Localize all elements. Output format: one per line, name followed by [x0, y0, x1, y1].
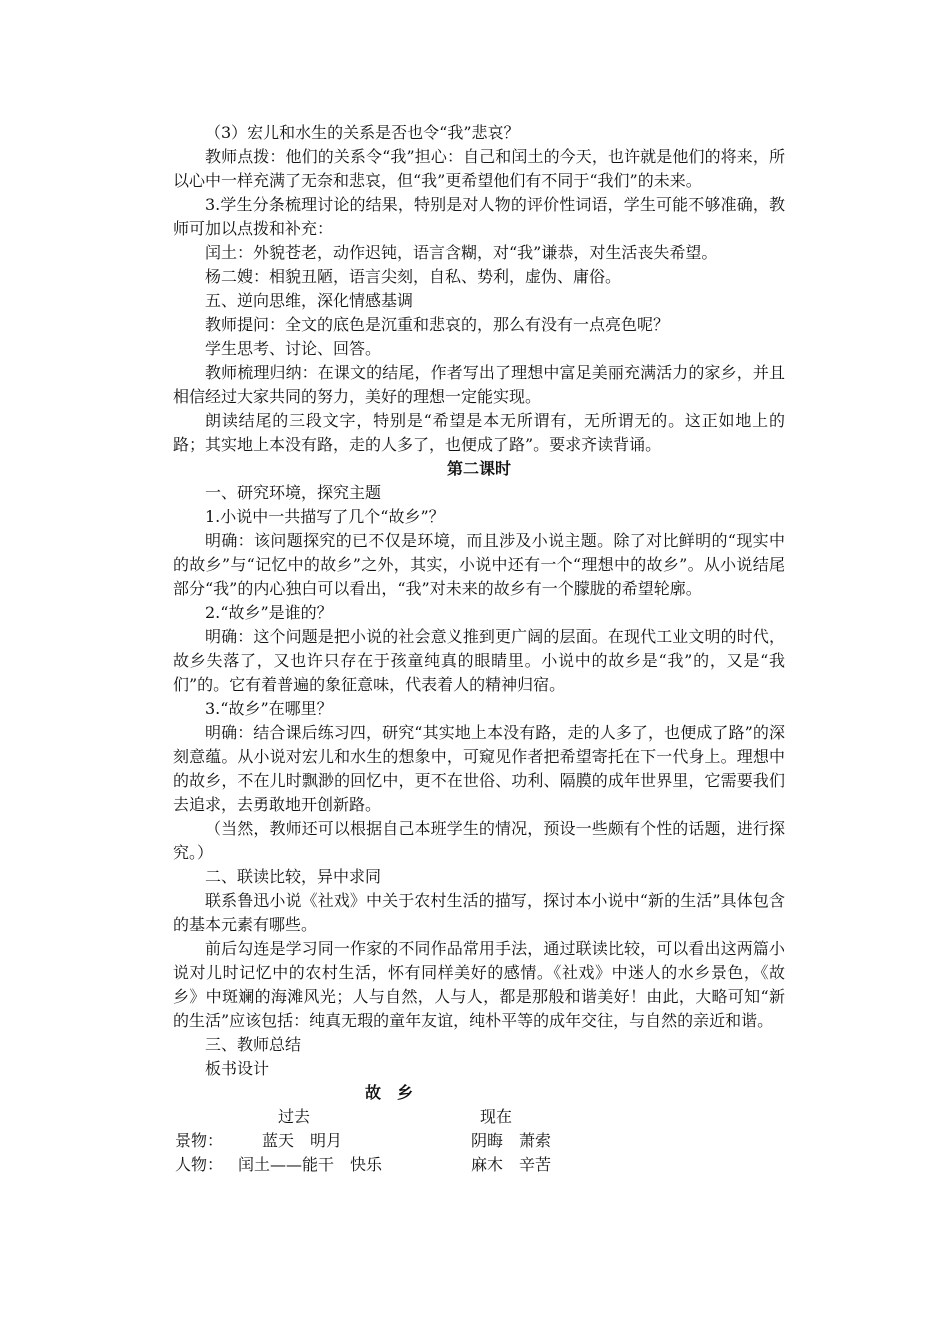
paragraph: 3.“故乡”在哪里？	[205, 699, 333, 718]
paragraph-list	[173, 121, 785, 1081]
paragraph: （3）宏儿和水生的关系是否也令“我”悲哀？	[205, 123, 520, 142]
paragraph: 板书设计	[205, 1059, 270, 1078]
paragraph: 联系鲁迅小说《社戏》中关于农村生活的描写，探讨本小说中“新的生活”具体包含的基本元素有哪些。	[173, 891, 785, 934]
board-row-scene-now: 阴晦 萧索	[471, 1131, 552, 1150]
paragraph: 学生思考、讨论、回答。	[205, 339, 382, 358]
board-row-people-past: 闰土——能干 快乐	[238, 1155, 383, 1174]
paragraph: 二、联读比较，异中求同	[205, 867, 382, 886]
paragraph: 明确：该问题探究的已不仅是环境，而且涉及小说主题。除了对比鲜明的“现实中的故乡”与“记忆中的故乡”之外，其实，小说中还有一个“理想中的故乡”。从小说结尾部分“我”的内心独白可以看出，“我”对未来的故乡有一个朦胧的希望轮廓。	[173, 531, 785, 598]
board-header-past: 过去	[278, 1107, 311, 1126]
paragraph: 五、逆向思维，深化情感基调	[205, 291, 414, 310]
paragraph: 教师梳理归纳：在课文的结尾，作者写出了理想中富足美丽充满活力的家乡，并且相信经过大家共同的努力，美好的理想一定能实现。	[173, 363, 785, 406]
section-heading: 第二课时	[446, 459, 511, 478]
board-row-people-label: 人物：	[175, 1155, 224, 1174]
paragraph: 1.小说中一共描写了几个“故乡”？	[205, 507, 445, 526]
board-row-people-now: 麻木 辛苦	[471, 1155, 552, 1174]
board-header-now: 现在	[480, 1107, 513, 1126]
board-design	[173, 1105, 785, 1201]
paragraph: 明确：这个问题是把小说的社会意义推到更广阔的层面。在现代工业文明的时代，故乡失落了，又也许只存在于孩童纯真的眼睛里。小说中的故乡是“我”的，又是“我们”的。它有着普遍的象征意味，代表着人的精神归宿。	[173, 627, 785, 694]
paragraph: 三、教师总结	[205, 1035, 302, 1054]
board-row-scene-past: 蓝天 明月	[262, 1131, 343, 1150]
paragraph: 2.“故乡”是谁的？	[205, 603, 333, 622]
paragraph: 闰土：外貌苍老，动作迟钝，语言含糊，对“我”谦恭，对生活丧失希望。	[205, 243, 718, 262]
paragraph: 前后勾连是学习同一作家的不同作品常用手法，通过联读比较，可以看出这两篇小说对儿时记忆中的农村生活，怀有同样美好的感情。《社戏》中迷人的水乡景色，《故乡》中斑斓的海滩风光；人与自然，人与人，都是那般和谐美好！由此，大略可知“新的生活”应该包括：纯真无瑕的童年友谊，纯朴平等的成年交往，与自然的亲近和谐。	[173, 939, 785, 1030]
paragraph: 教师点拨：他们的关系令“我”担心：自己和闰土的今天，也许就是他们的将来，所以心中一样充满了无奈和悲哀，但“我”更希望他们有不同于“我们”的未来。	[173, 147, 785, 190]
board-row-scene-label: 景物：	[175, 1131, 224, 1150]
board-title: 故 乡	[365, 1083, 414, 1102]
paragraph: 教师提问：全文的底色是沉重和悲哀的，那么有没有一点亮色呢？	[205, 315, 670, 334]
paragraph: 明确：结合课后练习四，研究“其实地上本没有路，走的人多了，也便成了路”的深刻意蕴。从小说对宏儿和水生的想象中，可窥见作者把希望寄托在下一代身上。理想中的故乡，不在儿时飘渺的回忆中，更不在世俗、功利、隔膜的成年世界里，它需要我们去追求，去勇敢地开创新路。	[173, 723, 785, 814]
paragraph: （当然，教师还可以根据自己本班学生的情况，预设一些颇有个性的话题，进行探究。）	[173, 819, 785, 862]
paragraph: 一、研究环境，探究主题	[205, 483, 382, 502]
paragraph: 杨二嫂：相貌丑陋，语言尖刻，自私、势利，虚伪、庸俗。	[205, 267, 622, 286]
document-body	[173, 121, 785, 1201]
paragraph: 朗读结尾的三段文字，特别是“希望是本无所谓有，无所谓无的。这正如地上的路；其实地上本没有路，走的人多了，也便成了路”。要求齐读背诵。	[173, 411, 785, 454]
paragraph: 3.学生分条梳理讨论的结果，特别是对人物的评价性词语，学生可能不够准确，教师可加以点拨和补充：	[173, 195, 785, 238]
